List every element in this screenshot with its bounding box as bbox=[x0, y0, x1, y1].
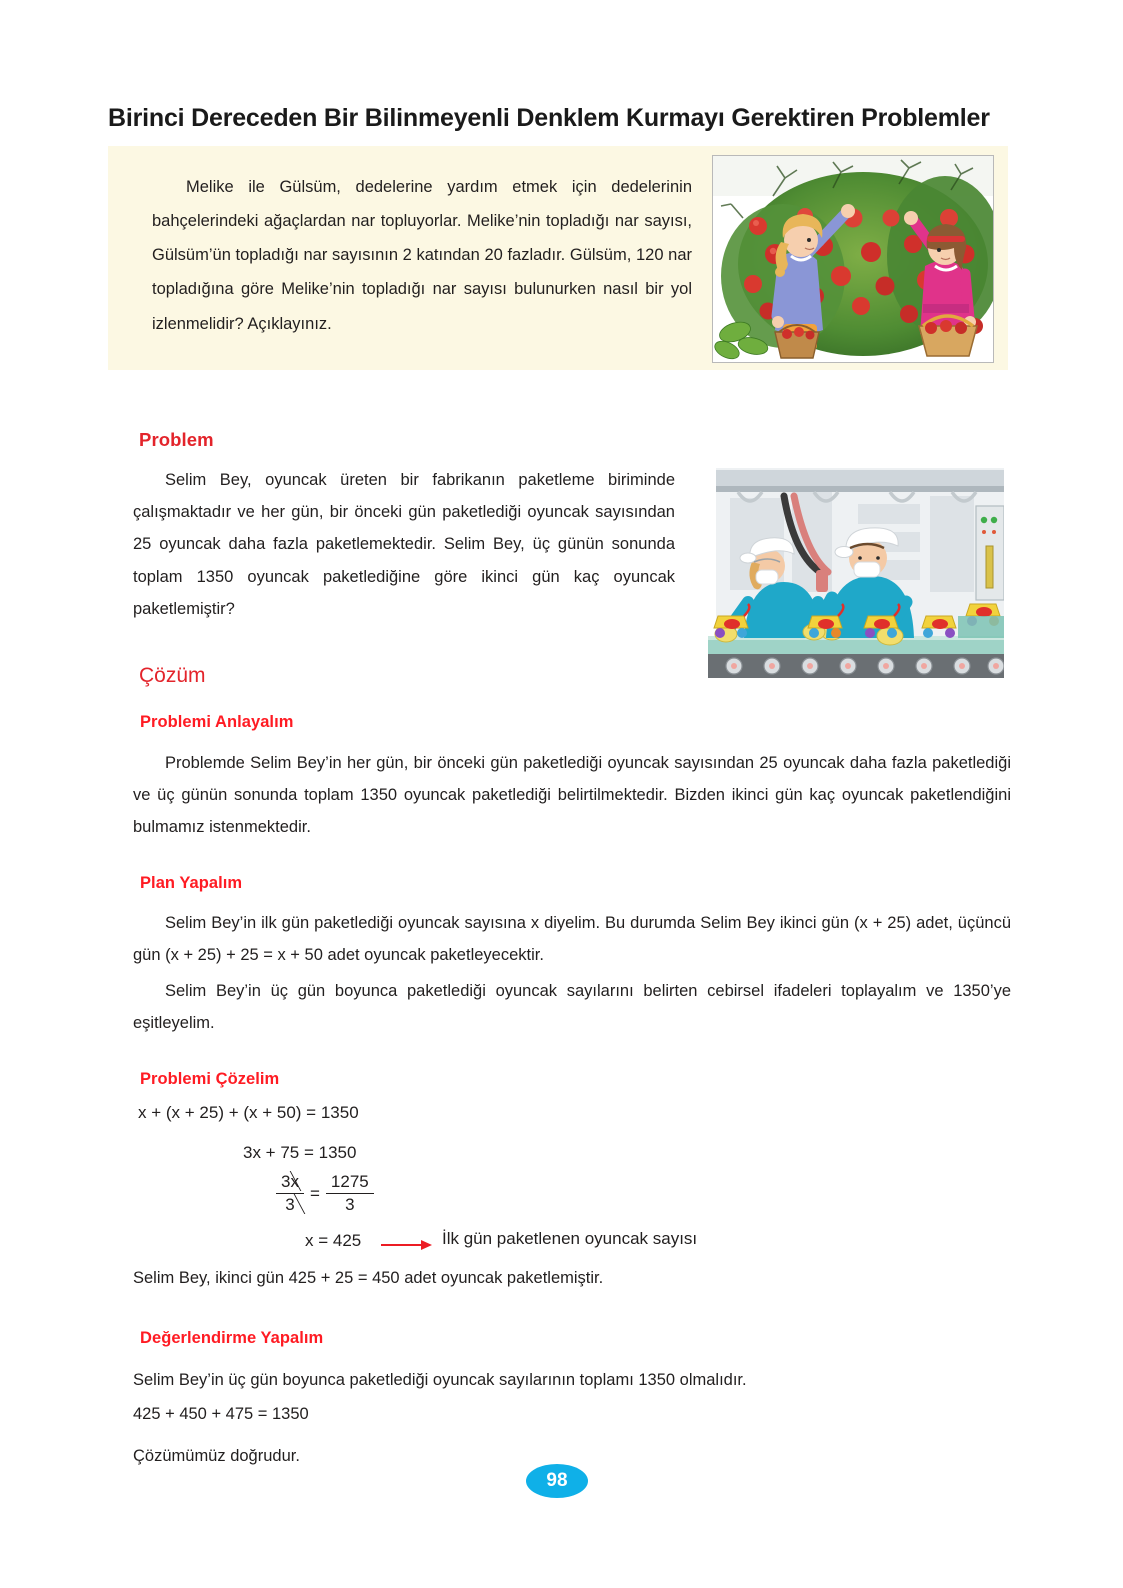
problem-text: Selim Bey, oyuncak üreten bir fabrikanın paketleme biriminde çalışmaktadır ve her gün, bir önceki gün paketlediği oyuncak sayısından 25 oyuncak daha fazla paketlemektedir. Selim Bey, üç günün sonunda toplam 1350 oyuncak paketlediğine göre ikinci gün kaç oyuncak paketlemiştir? bbox=[133, 471, 675, 618]
arrow-shaft bbox=[381, 1244, 423, 1246]
equation-fraction-line bbox=[276, 1172, 374, 1215]
result-arrow-label: İlk gün paketlenen oyuncak sayısı bbox=[442, 1229, 698, 1248]
result-arrow-icon bbox=[381, 1239, 433, 1251]
fraction-right bbox=[326, 1172, 374, 1215]
intro-activity-text: Melike ile Gülsüm, dedelerine yardım etmek için dedelerinin bahçelerindeki ağaçlardan nar topluyorlar. Melike’nin topladığı nar sayısı, Gülsüm’ün topladığı nar sayısının 2 katından 20 fazladır. Gülsüm, 120 nar topladığına göre Melike’nin topladığı nar sayısı bulunurken nasıl bir yol izlenmelidir? Açıklayınız. bbox=[152, 178, 692, 333]
understand-heading: Problemi Anlayalım bbox=[140, 713, 294, 731]
problem-heading: Problem bbox=[139, 429, 214, 450]
plan-heading: Plan Yapalım bbox=[140, 874, 243, 892]
evaluate-text-3: Çözümümüz doğrudur. bbox=[133, 1447, 300, 1465]
page-number-badge: 98 bbox=[526, 1464, 588, 1498]
page-title: Birinci Dereceden Bir Bilinmeyenli Denklem Kurmayı Gerektiren Problemler bbox=[108, 104, 990, 132]
evaluate-text-1: Selim Bey’in üç gün boyunca paketlediği oyuncak sayılarının toplamı 1350 olmalıdır. bbox=[133, 1371, 747, 1389]
fraction-left-variable: x bbox=[290, 1172, 299, 1191]
equation-line-2: 3x + 75 = 1350 bbox=[243, 1143, 357, 1162]
fraction-right-denominator: 3 bbox=[345, 1195, 355, 1215]
evaluate-heading: Değerlendirme Yapalım bbox=[140, 1329, 324, 1347]
fraction-left-denominator bbox=[280, 1194, 299, 1215]
evaluate-text-2: 425 + 450 + 475 = 1350 bbox=[133, 1405, 309, 1423]
pomegranate-scene-svg bbox=[713, 156, 993, 362]
fraction-right-numerator: 1275 bbox=[326, 1172, 374, 1194]
fraction-left-numerator bbox=[276, 1172, 304, 1194]
intro-activity-box bbox=[108, 146, 1008, 370]
cancelled-three-numerator: 3 bbox=[281, 1172, 291, 1191]
fraction-equals-sign: = bbox=[309, 1183, 320, 1203]
cancelled-three-denominator: 3 bbox=[285, 1195, 295, 1215]
plan-text-2: Selim Bey’in üç gün boyunca paketlediği oyuncak sayılarını belirten cebirsel ifadeleri toplayalım ve 1350’ye eşitleyelim. bbox=[133, 982, 1011, 1033]
fraction-left bbox=[276, 1172, 304, 1215]
arrow-head bbox=[421, 1240, 432, 1250]
factory-scene-svg bbox=[708, 462, 1004, 678]
solve-heading: Problemi Çözelim bbox=[140, 1070, 280, 1088]
equation-line-4: x = 425 bbox=[305, 1231, 362, 1250]
toy-factory-illustration bbox=[708, 462, 1004, 678]
understand-text: Problemde Selim Bey’in her gün, bir önceki gün paketlediği oyuncak sayısından 25 oyuncak daha fazla paketlediği ve üç günün sonunda toplam 1350 oyuncak paketlediği belirtilmektedir. Bizden ikinci gün kaç oyuncak paketlendiğini bulmamız istenmektedir. bbox=[133, 754, 1011, 837]
solution-heading: Çözüm bbox=[139, 664, 206, 687]
solve-conclusion-text: Selim Bey, ikinci gün 425 + 25 = 450 adet oyuncak paketlemiştir. bbox=[133, 1269, 604, 1287]
equation-line-1: x + (x + 25) + (x + 50) = 1350 bbox=[138, 1103, 359, 1122]
plan-text-1: Selim Bey’in ilk gün paketlediği oyuncak sayısına x diyelim. Bu durumda Selim Bey ikinci gün (x + 25) adet, üçüncü gün (x + 25) + 25 = x + 50 adet oyuncak paketleyecektir. bbox=[133, 914, 1011, 965]
pomegranate-picking-illustration bbox=[712, 155, 994, 363]
